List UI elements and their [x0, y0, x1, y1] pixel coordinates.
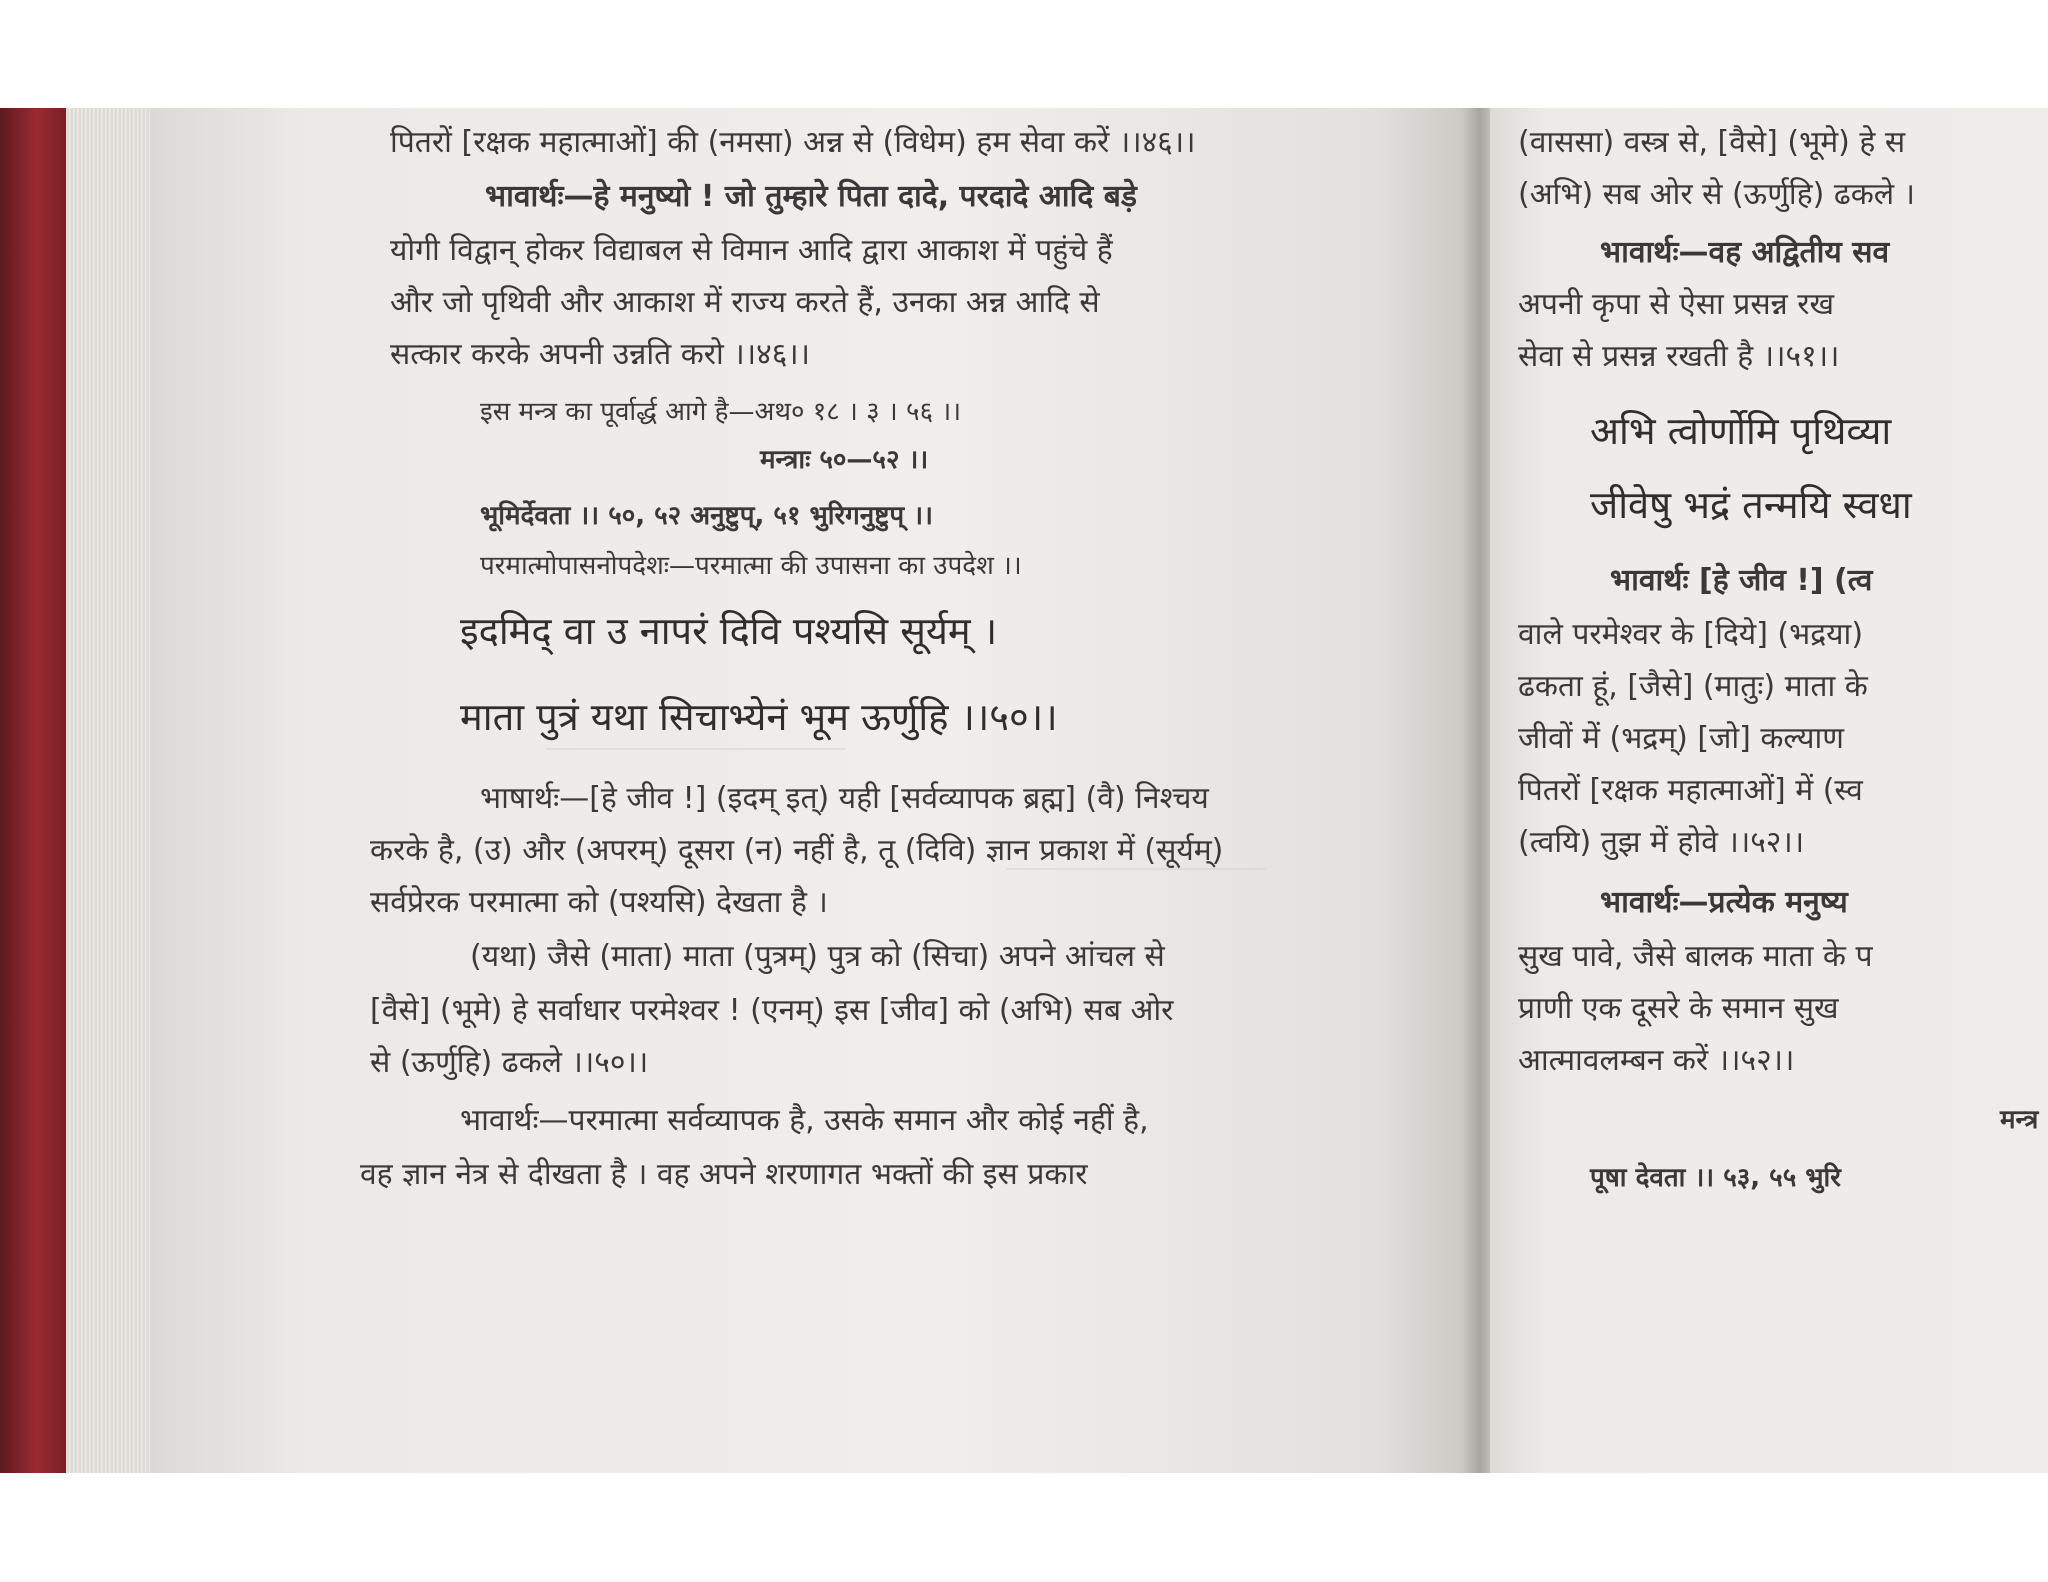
line-12: भाषार्थः—[हे जीव !] (इदम् इत्) यही [सर्वव्यापक ब्रह्म] (वै) निश्चय: [480, 781, 1209, 816]
right-line-15: सुख पावे, जैसे बालक माता के प: [1518, 939, 1873, 974]
right-line-16: प्राणी एक दूसरे के समान सुख: [1518, 991, 1839, 1026]
right-line-14: भावार्थः—प्रत्येक मनुष्य: [1600, 885, 1848, 920]
devata-line: भूमिर्देवता ।। ५०, ५२ अनुष्टुप्, ५१ भुरिगनुष्टुप् ।।: [480, 501, 933, 531]
upadesha-line: परमात्मोपासनोपदेशः—परमात्मा की उपासना का उपदेश ।।: [480, 551, 1022, 581]
right-line-4: अपनी कृपा से ऐसा प्रसन्न रख: [1518, 287, 1835, 322]
right-line-10: ढकता हूं, [जैसे] (मातुः) माता के: [1518, 669, 1868, 704]
right-mantra-2: जीवेषु भद्रं तन्मयि स्वधा: [1590, 483, 1912, 527]
right-line-9: वाले परमेश्वर के [दिये] (भद्रया): [1518, 617, 1864, 652]
right-mantra-1: अभि त्वोर्णोमि पृथिव्या: [1590, 409, 1892, 453]
mantra-line-1: इदमिद् वा उ नापरं दिवि पश्यसि सूर्यम् ।: [460, 609, 998, 653]
line-14: सर्वप्रेरक परमात्मा को (पश्यसि) देखता है ।: [370, 885, 828, 920]
book-photo: [0, 108, 2048, 1473]
red-book-cover: [0, 108, 66, 1473]
right-line-8: भावार्थः [हे जीव !] (त्व: [1610, 563, 1873, 598]
line-15: (यथा) जैसे (माता) माता (पुत्रम्) पुत्र को (सिचा) अपने आंचल से: [470, 939, 1165, 974]
reference-line: इस मन्त्र का पूर्वार्द्ध आगे है—अथ० १८ । ३ । ५६ ।।: [480, 397, 962, 427]
right-line-3: भावार्थः—वह अद्वितीय सव: [1600, 235, 1890, 270]
right-line-18: मन्त्र: [2000, 1105, 2039, 1135]
line-2: भावार्थः—हे मनुष्यो ! जो तुम्हारे पिता दादे, परदादे आदि बड़े: [485, 179, 1137, 214]
line-5: सत्कार करके अपनी उन्नति करो ।।४६।।: [390, 337, 811, 372]
line-4: और जो पृथिवी और आकाश में राज्य करते हैं, उनका अन्न आदि से: [390, 285, 1100, 320]
line-13: करके है, (उ) और (अपरम्) दूसरा (न) नहीं है, तू (दिवि) ज्ञान प्रकाश में (सूर्यम्): [370, 833, 1224, 868]
line-1: पितरों [रक्षक महात्माओं] की (नमसा) अन्न से (विधेम) हम सेवा करें ।।४६।।: [390, 125, 1196, 160]
right-line-19: पूषा देवता ।। ५३, ५५ भुरि: [1590, 1163, 1841, 1193]
right-line-13: (त्वयि) तुझ में होवे ।।५२।।: [1518, 825, 1805, 860]
right-line-2: (अभि) सब ओर से (ऊर्णुहि) ढकले ।: [1518, 177, 1916, 212]
right-page: [1490, 108, 2048, 1473]
right-line-11: जीवों में (भद्रम्) [जो] कल्याण: [1518, 721, 1844, 756]
line-19: वह ज्ञान नेत्र से दीखता है । वह अपने शरणागत भक्तों की इस प्रकार: [360, 1157, 1088, 1192]
line-3: योगी विद्वान् होकर विद्याबल से विमान आदि द्वारा आकाश में पहुंचे हैं: [390, 233, 1113, 268]
right-line-17: आत्मावलम्बन करें ।।५२।।: [1518, 1043, 1795, 1078]
line-18: भावार्थः—परमात्मा सर्वव्यापक है, उसके समान और कोई नहीं है,: [460, 1103, 1149, 1138]
right-line-5: सेवा से प्रसन्न रखती है ।।५१।।: [1518, 339, 1840, 374]
left-page: [150, 108, 1480, 1473]
line-16: [वैसे] (भूमे) हे सर्वाधार परमेश्वर ! (एनम्) इस [जीव] को (अभि) सब ओर: [370, 993, 1174, 1028]
mantra-line-2: माता पुत्रं यथा सिचाभ्येनं भूम ऊर्णुहि ।।५०।।: [460, 695, 1058, 739]
right-line-12: पितरों [रक्षक महात्माओं] में (स्व: [1518, 773, 1863, 808]
mantra-range: मन्त्राः ५०—५२ ।।: [760, 445, 929, 475]
right-line-1: (वाससा) वस्त्र से, [वैसे] (भूमे) हे स: [1518, 125, 1906, 160]
line-17: से (ऊर्णुहि) ढकले ।।५०।।: [370, 1045, 649, 1080]
